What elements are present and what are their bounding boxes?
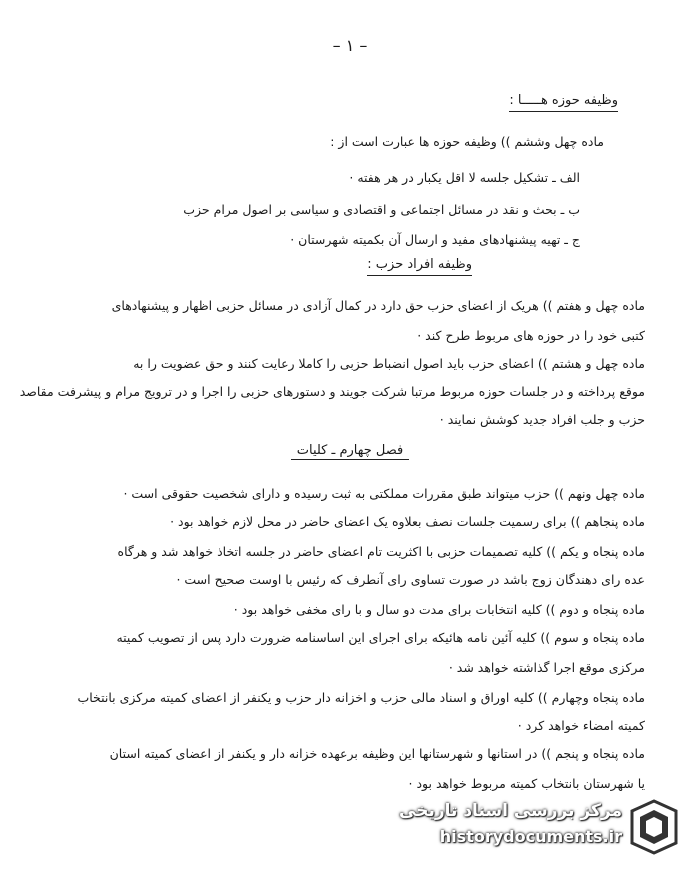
article-46: ماده چهل وششم )) وظیفه حوزه ها عبارت است از : bbox=[330, 134, 604, 149]
article-53-line-2: مرکزی موقع اجرا گذاشته خواهد شد · bbox=[448, 660, 645, 675]
article-54-line-1: ماده پنجاه وچهارم )) کلیه اوراق و اسناد مالی حزب و اخزانه دار حزب و یکنفر از اعضای کمیته مرکزی بانتخاب bbox=[77, 690, 645, 705]
article-55-line-2: یا شهرستان بانتخاب کمیته مربوط خواهد بود · bbox=[408, 776, 645, 791]
heading-cell-duties: وظیفه حوزه هـــــا : bbox=[509, 92, 618, 112]
article-47-line-2: کتبی خود را در حوزه های مربوط طرح کند · bbox=[417, 328, 645, 343]
article-51-line-2: عده رای دهندگان زوج باشد در صورت تساوی رای آنطرف که رئیس با اوست صحیح است · bbox=[176, 572, 645, 587]
article-50: ماده پنجاهم )) برای رسمیت جلسات نصف بعلاوه یک اعضای حاضر در محل لازم خواهد بود · bbox=[170, 514, 645, 529]
article-54-line-2: کمیته امضاء خواهد کرد · bbox=[517, 718, 645, 733]
page-number: – ۱ – bbox=[332, 36, 368, 55]
article-53-line-1: ماده پنجاه و سوم )) کلیه آئین نامه هائیکه برای اجرای این اساسنامه ضرورت دارد پس از تصویب کمیته bbox=[116, 630, 645, 645]
article-49: ماده چهل ونهم )) حزب میتواند طبق مقررات مملکتی به ثبت رسیده و دارای شخصیت حقوقی است · bbox=[123, 486, 645, 501]
archive-logo-icon bbox=[626, 797, 682, 857]
clause-jim: ج ـ تهیه پیشنهادهای مفید و ارسال آن بکمیته شهرستان · bbox=[290, 232, 580, 247]
article-51-line-1: ماده پنجاه و یکم )) کلیه تصمیمات حزبی با اکثریت تام اعضای حاضر در جلسه اتخاذ خواهد شد و هرگاه bbox=[117, 544, 645, 559]
article-48-line-1: ماده چهل و هشتم )) اعضای حزب باید اصول انضباط حزبی را کاملا رعایت کنند و حق عضویت را به bbox=[133, 356, 645, 371]
heading-chapter-four-text: فصل چهارم ـ کلیات bbox=[291, 443, 409, 460]
clause-be: ب ـ بحث و نقد در مسائل اجتماعی و اقتصادی و سیاسی بر اصول مرام حزب bbox=[183, 202, 580, 217]
watermark-url: historydocuments.ir bbox=[439, 827, 622, 846]
heading-chapter-four bbox=[0, 442, 700, 461]
article-48-line-2: موقع پرداخته و در جلسات حوزه مربوط مرتبا شرکت جویند و دستورهای حزبی را اجرا و در ترویج مرام و پیشرفت مقاصد bbox=[19, 384, 645, 399]
article-52: ماده پنجاه و دوم )) کلیه انتخابات برای مدت دو سال و با رای مخفی خواهد بود · bbox=[233, 602, 645, 617]
article-48-line-3: حزب و جلب افراد جدید کوشش نمایند · bbox=[439, 412, 645, 427]
article-55-line-1: ماده پنجاه و پنجم )) در استانها و شهرستانها این وظیفه برعهده خزانه دار و یکنفر از اعضای کمیته استان bbox=[109, 746, 645, 761]
heading-member-duties: وظیفه افراد حزب : bbox=[367, 256, 472, 276]
clause-alef: الف ـ تشکیل جلسه لا اقل یکبار در هر هفته · bbox=[349, 170, 580, 185]
watermark-name: مرکز بررسی اسناد تاریخی bbox=[399, 801, 622, 821]
article-47-line-1: ماده چهل و هفتم )) هریک از اعضای حزب حق دارد در کمال آزادی در مسائل حزبی اظهار و پیشنهادهای bbox=[111, 298, 645, 313]
watermark bbox=[382, 795, 682, 859]
